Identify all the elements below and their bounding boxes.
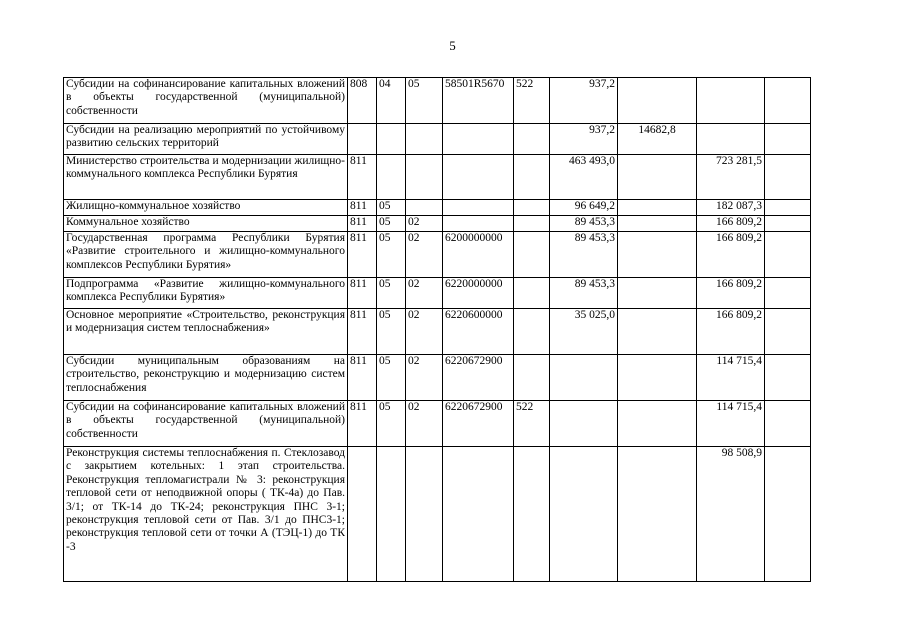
target-item-code — [443, 216, 514, 232]
row-name: Субсидии на реализацию мероприятий по устойчивому развитию сельских территорий — [64, 124, 348, 155]
budget-table — [63, 77, 811, 582]
row-name: Субсидии муниципальным образованиям на строительство, реконструкцию и модернизацию систем теплоснабжения — [64, 355, 348, 401]
ministry-code — [348, 124, 377, 155]
target-item-code: 6220600000 — [443, 309, 514, 355]
amount-4 — [765, 155, 811, 200]
amount-1: 89 453,3 — [550, 278, 618, 309]
amount-4 — [765, 232, 811, 278]
table-row — [64, 200, 811, 216]
amount-3: 166 809,2 — [697, 309, 765, 355]
target-item-code — [443, 200, 514, 216]
amount-1: 89 453,3 — [550, 216, 618, 232]
amount-3 — [697, 124, 765, 155]
amount-4 — [765, 200, 811, 216]
row-name: Субсидии на софинансирование капитальных вложений в объекты государственной (муниципальной) собственности — [64, 78, 348, 124]
expense-type-code — [514, 155, 550, 200]
ministry-code: 811 — [348, 278, 377, 309]
table-row — [64, 78, 811, 124]
table-row — [64, 355, 811, 401]
amount-1: 463 493,0 — [550, 155, 618, 200]
ministry-code — [348, 447, 377, 582]
amount-3: 166 809,2 — [697, 278, 765, 309]
amount-3: 114 715,4 — [697, 355, 765, 401]
section-code: 04 — [377, 78, 406, 124]
amount-2 — [618, 309, 697, 355]
target-item-code — [443, 155, 514, 200]
amount-1: 96 649,2 — [550, 200, 618, 216]
subsection-code: 02 — [406, 401, 443, 447]
target-item-code: 58501R5670 — [443, 78, 514, 124]
subsection-code: 05 — [406, 78, 443, 124]
ministry-code: 808 — [348, 78, 377, 124]
row-name: Государственная программа Республики Бурятия «Развитие строительного и жилищно-коммунального комплексов Республики Бурятия» — [64, 232, 348, 278]
subsection-code — [406, 124, 443, 155]
expense-type-code — [514, 216, 550, 232]
amount-3 — [697, 78, 765, 124]
amount-3: 166 809,2 — [697, 216, 765, 232]
section-code: 05 — [377, 200, 406, 216]
amount-1 — [550, 355, 618, 401]
section-code: 05 — [377, 355, 406, 401]
amount-1 — [550, 447, 618, 582]
expense-type-code — [514, 278, 550, 309]
amount-3: 723 281,5 — [697, 155, 765, 200]
row-name: Жилищно-коммунальное хозяйство — [64, 200, 348, 216]
table-row — [64, 401, 811, 447]
table-row — [64, 232, 811, 278]
row-name: Реконструкция системы теплоснабжения п. Стеклозавод с закрытием котельных: 1 этап строительства. Реконструкция тепломагистрали № 3: реконструкция тепловой сети от неподвижной опоры ( ТК-4а) до Пав. 3/1; от ТК-14 до ТК-24; реконструкция ПНС 3-1; реконструкция тепловой сети от Пав. 3/1 до ПНС3-1; реконструкция тепловой сети от точки А (ТЭЦ-1) до ТК -3 — [64, 447, 348, 582]
amount-2: 14682,8 — [618, 124, 697, 155]
section-code: 05 — [377, 278, 406, 309]
ministry-code: 811 — [348, 200, 377, 216]
amount-4 — [765, 309, 811, 355]
amount-1 — [550, 401, 618, 447]
amount-2 — [618, 216, 697, 232]
section-code: 05 — [377, 401, 406, 447]
amount-2 — [618, 232, 697, 278]
row-name: Основное мероприятие «Строительство, реконструкция и модернизация систем теплоснабжения» — [64, 309, 348, 355]
amount-2 — [618, 278, 697, 309]
amount-4 — [765, 278, 811, 309]
subsection-code: 02 — [406, 232, 443, 278]
target-item-code: 6200000000 — [443, 232, 514, 278]
table-row — [64, 278, 811, 309]
target-item-code — [443, 447, 514, 582]
section-code: 05 — [377, 309, 406, 355]
section-code — [377, 447, 406, 582]
subsection-code: 02 — [406, 216, 443, 232]
amount-1: 89 453,3 — [550, 232, 618, 278]
amount-4 — [765, 401, 811, 447]
expense-type-code — [514, 355, 550, 401]
expense-type-code — [514, 447, 550, 582]
amount-3: 166 809,2 — [697, 232, 765, 278]
subsection-code: 02 — [406, 309, 443, 355]
amount-2 — [618, 78, 697, 124]
section-code — [377, 155, 406, 200]
subsection-code: 02 — [406, 355, 443, 401]
table-row — [64, 124, 811, 155]
table-row — [64, 216, 811, 232]
row-name: Субсидии на софинансирование капитальных вложений в объекты государственной (муниципальной) собственности — [64, 401, 348, 447]
section-code: 05 — [377, 216, 406, 232]
row-name: Подпрограмма «Развитие жилищно-коммунального комплекса Республики Бурятия» — [64, 278, 348, 309]
amount-4 — [765, 78, 811, 124]
subsection-code — [406, 200, 443, 216]
section-code: 05 — [377, 232, 406, 278]
target-item-code: 6220000000 — [443, 278, 514, 309]
expense-type-code — [514, 309, 550, 355]
amount-4 — [765, 216, 811, 232]
ministry-code: 811 — [348, 355, 377, 401]
target-item-code: 6220672900 — [443, 355, 514, 401]
row-name: Коммунальное хозяйство — [64, 216, 348, 232]
table-row — [64, 155, 811, 200]
amount-2 — [618, 401, 697, 447]
amount-3: 114 715,4 — [697, 401, 765, 447]
amount-1: 937,2 — [550, 124, 618, 155]
expense-type-code — [514, 200, 550, 216]
target-item-code — [443, 124, 514, 155]
amount-2 — [618, 200, 697, 216]
expense-type-code — [514, 232, 550, 278]
ministry-code: 811 — [348, 155, 377, 200]
expense-type-code — [514, 124, 550, 155]
amount-1: 35 025,0 — [550, 309, 618, 355]
subsection-code — [406, 447, 443, 582]
table-row — [64, 309, 811, 355]
amount-3: 182 087,3 — [697, 200, 765, 216]
amount-3: 98 508,9 — [697, 447, 765, 582]
amount-2 — [618, 155, 697, 200]
section-code — [377, 124, 406, 155]
expense-type-code: 522 — [514, 401, 550, 447]
subsection-code: 02 — [406, 278, 443, 309]
expense-type-code: 522 — [514, 78, 550, 124]
amount-2 — [618, 355, 697, 401]
row-name: Министерство строительства и модернизации жилищно-коммунального комплекса Республики Бурятия — [64, 155, 348, 200]
ministry-code: 811 — [348, 232, 377, 278]
target-item-code: 6220672900 — [443, 401, 514, 447]
table-row — [64, 447, 811, 582]
ministry-code: 811 — [348, 309, 377, 355]
amount-4 — [765, 124, 811, 155]
amount-1: 937,2 — [550, 78, 618, 124]
amount-2 — [618, 447, 697, 582]
ministry-code: 811 — [348, 216, 377, 232]
page-number: 5 — [449, 38, 456, 53]
amount-4 — [765, 447, 811, 582]
ministry-code: 811 — [348, 401, 377, 447]
subsection-code — [406, 155, 443, 200]
amount-4 — [765, 355, 811, 401]
